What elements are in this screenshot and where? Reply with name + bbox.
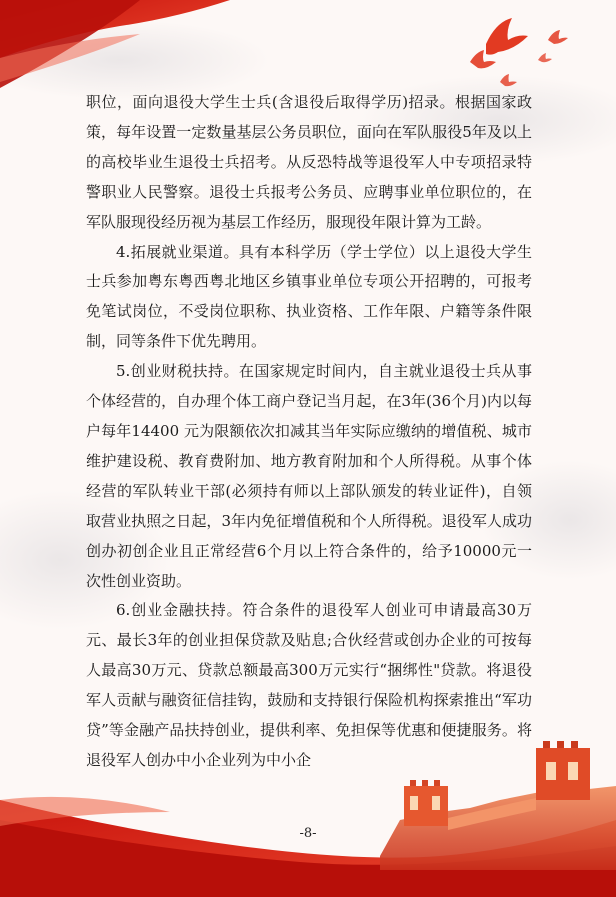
- paragraph-4: 6.创业金融扶持。符合条件的退役军人创业可申请最高30万元、最长3年的创业担保贷款及贴息;合伙经营或创办企业的可按每人最高30万元、贷款总额最高300万元实行“捆绑性"贷款。将退役军人贡献与融资征信挂钩，鼓励和支持银行保险机构探索推出“军功贷”等金融产品扶持创业，提供利率、免担保等优惠和便捷服务。将退役军人创办中小企业列为中小企: [86, 601, 532, 769]
- page-number: -8-: [299, 826, 317, 841]
- paragraph-1: 职位，面向退役大学生士兵(含退役后取得学历)招录。根据国家政策，每年设置一定数量基层公务员职位，面向在军队服役5年及以上的高校毕业生退役士兵招考。从反恐特战等退役军人中专项招录特警职业人民警察。退役士兵报考公务员、应聘事业单位职位的，在军队服现役经历视为基层工作经历，服现役年限计算为工龄。: [86, 93, 532, 231]
- paragraph-3: 5.创业财税扶持。在国家规定时间内，自主就业退役士兵从事个体经营的，自办理个体工商户登记当月起，在3年(36个月)内以每户每年14400 元为限额依次扣减其当年实际应缴纳的增值税、城市维护建设税、教育费附加、地方教育附加和个人所得税。从事个体经营的军队转业干部(必须持有师以上部队颁发的转业证件)，自领取营业执照之日起，3年内免征增值税和个人所得税。退役军人成功创办初创企业且正常经营6个月以上符合条件的，给予10000元一次性创业资助。: [86, 362, 532, 590]
- body-text: [86, 88, 532, 776]
- paragraph-2: 4.拓展就业渠道。具有本科学历（学士学位）以上退役大学生士兵参加粤东粤西粤北地区乡镇事业单位专项公开招聘的，可报考免笔试岗位，不受岗位职称、执业资格、工作年限、户籍等条件限制，同等条件下优先聘用。: [86, 242, 532, 351]
